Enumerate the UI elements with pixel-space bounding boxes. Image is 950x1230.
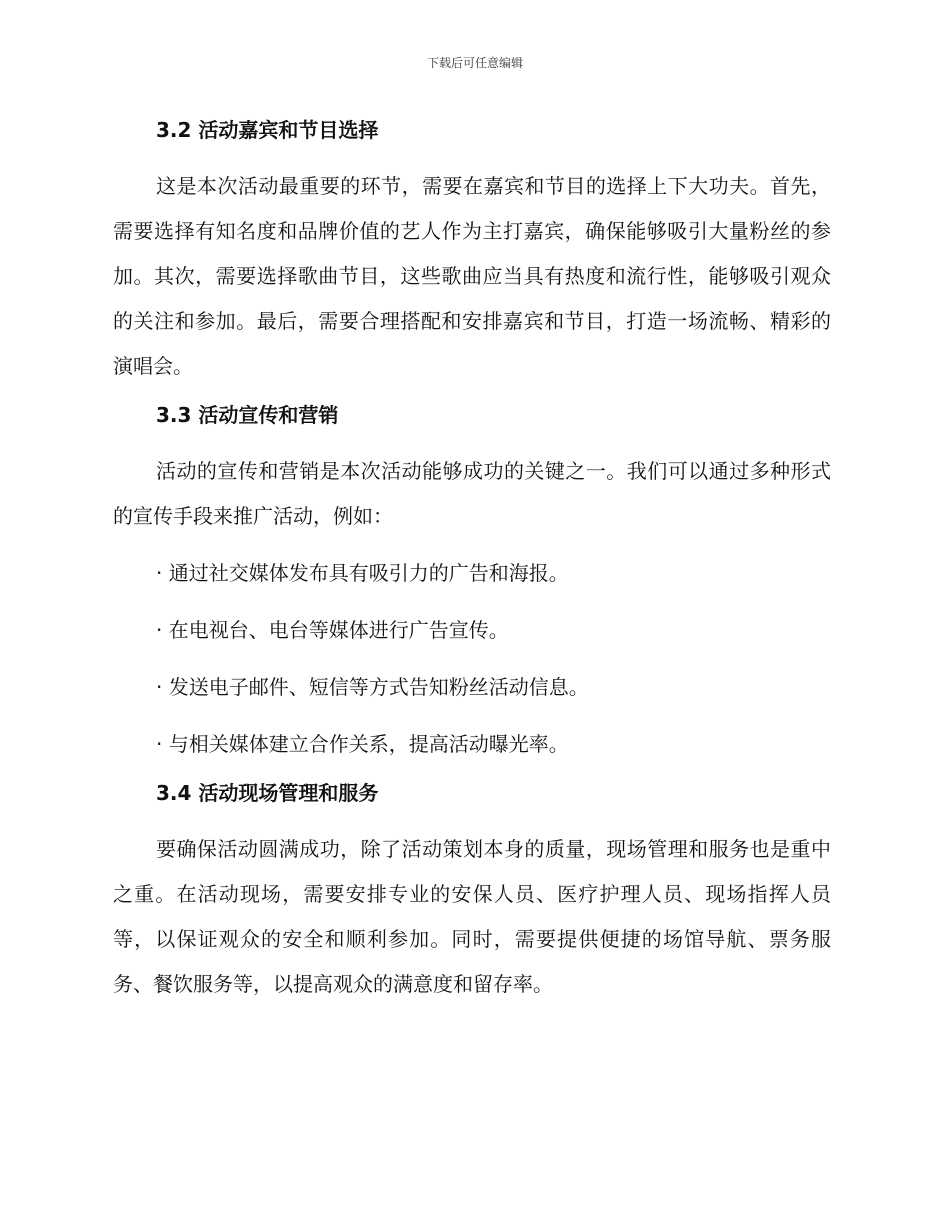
section-heading: 3.2 活动嘉宾和节目选择 xyxy=(156,118,379,142)
section-paragraph: 要确保活动圆满成功，除了活动策划本身的质量，现场管理和服务也是重中之重。在活动现场，需要安排专业的安保人员、医疗护理人员、现场指挥人员等，以保证观众的安全和顺利参加。同时，需要提供便捷的场馆导航、票务服务、餐饮服务等，以提高观众的满意度和留存率。 xyxy=(113,837,831,996)
list-item: · 发送电子邮件、短信等方式告知粉丝活动信息。 xyxy=(156,675,589,699)
list-item: · 通过社交媒体发布具有吸引力的广告和海报。 xyxy=(156,561,569,585)
section-3-2 xyxy=(113,112,831,389)
list-item: · 与相关媒体建立合作关系，提高活动曝光率。 xyxy=(156,732,569,756)
header-note: 下载后可任意编辑 xyxy=(426,56,523,70)
section-3-4 xyxy=(113,775,831,1007)
section-3-3 xyxy=(113,397,831,767)
document-body xyxy=(113,112,831,1007)
section-paragraph: 活动的宣传和营销是本次活动能够成功的关键之一。我们可以通过多种形式的宣传手段来推广活动，例如： xyxy=(113,459,831,528)
section-heading: 3.4 活动现场管理和服务 xyxy=(156,781,379,805)
section-paragraph: 这是本次活动最重要的环节，需要在嘉宾和节目的选择上下大功夫。首先，需要选择有知名度和品牌价值的艺人作为主打嘉宾，确保能够吸引大量粉丝的参加。其次，需要选择歌曲节目，这些歌曲应当具有热度和流行性，能够吸引观众的关注和参加。最后，需要合理搭配和安排嘉宾和节目，打造一场流畅、精彩的演唱会。 xyxy=(113,174,831,378)
list-item: · 在电视台、电台等媒体进行广告宣传。 xyxy=(156,618,509,642)
section-heading: 3.3 活动宣传和营销 xyxy=(156,403,339,427)
